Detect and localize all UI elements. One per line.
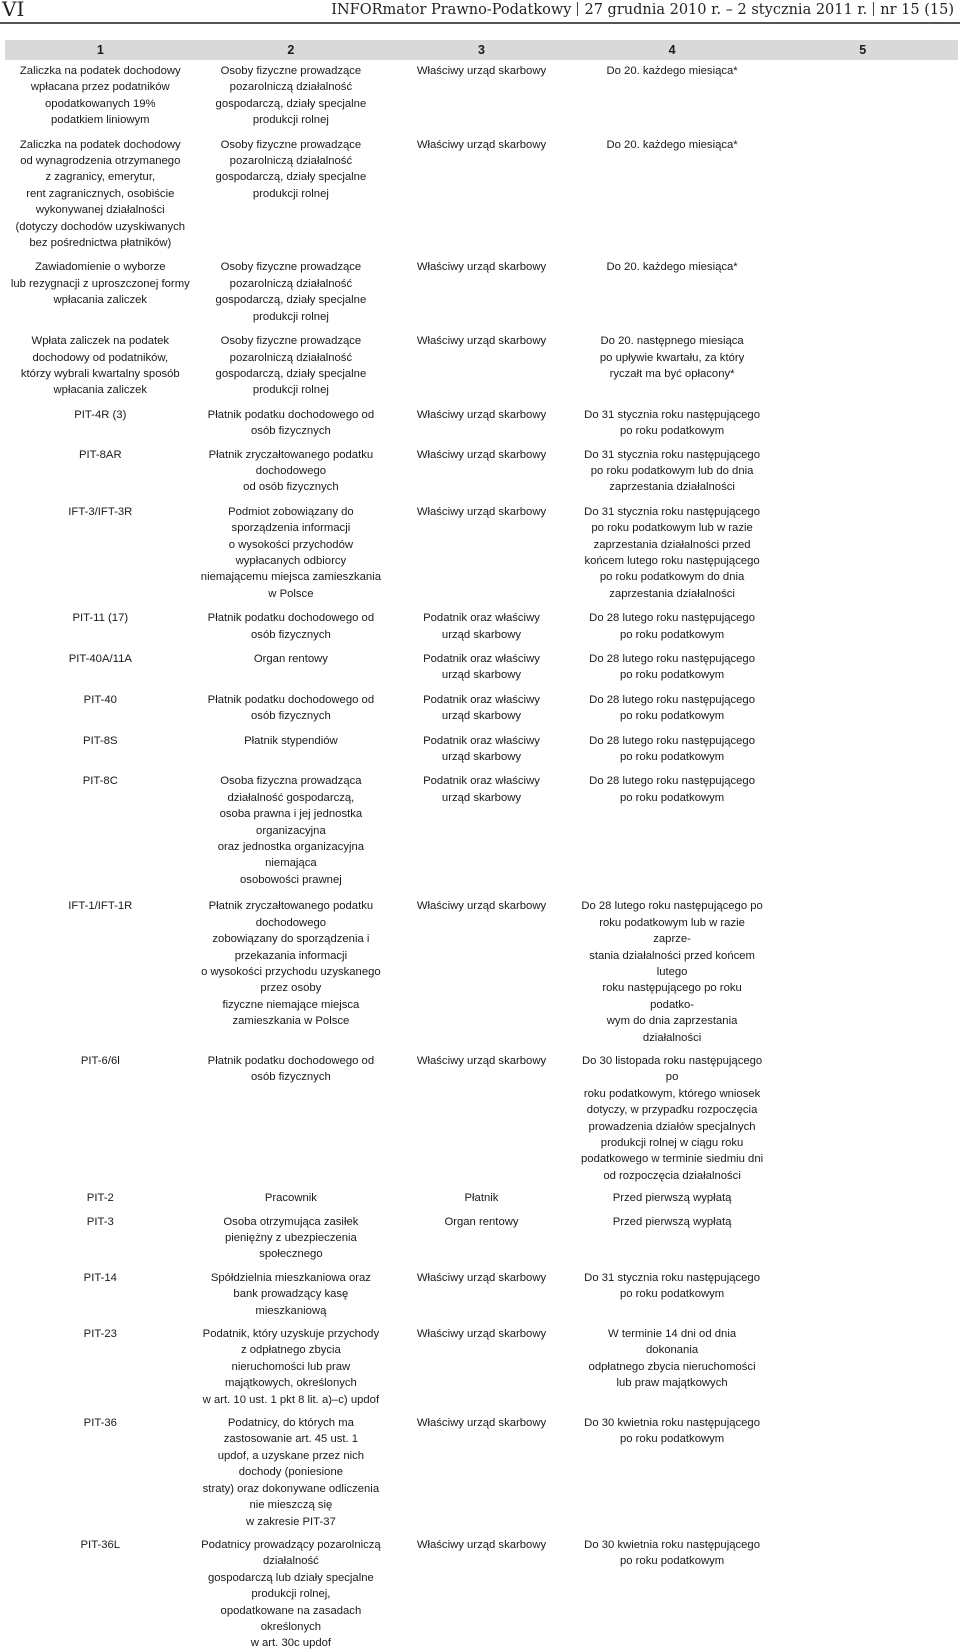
deadline-cell bbox=[577, 1046, 768, 1184]
column-number: 3 bbox=[386, 40, 577, 60]
cell-line: zaprzestania działalności przed bbox=[593, 538, 751, 551]
cell-line: wpłacana przez podatników bbox=[30, 81, 170, 94]
cell-line: Do 28 lutego roku następującego bbox=[589, 775, 755, 788]
form-name-cell bbox=[5, 129, 196, 252]
cell-line: Organ rentowy bbox=[253, 653, 328, 665]
deadline-cell bbox=[577, 399, 768, 440]
cell-line: gospodarczą, działy specjalne produkcji rolnej bbox=[215, 171, 367, 200]
cell-line: Do 30 listopada roku następującego po bbox=[581, 1054, 763, 1084]
tax-forms-table bbox=[5, 40, 958, 1652]
cell-line: dotyczy, w przypadku rozpoczęcia bbox=[586, 1104, 758, 1117]
recipient-cell bbox=[386, 602, 577, 643]
cell-line: Podmiot zobowiązany do sporządzenia informacji bbox=[228, 505, 354, 535]
cell-line: Właściwy urząd skarbowy bbox=[416, 1271, 547, 1284]
cell-line: Podatnicy, do których ma zastosowanie art. 45 ust. 1 bbox=[223, 1417, 359, 1446]
notes-cell bbox=[767, 602, 958, 643]
deadline-cell bbox=[577, 643, 768, 684]
cell-line: PIT-2 bbox=[86, 1192, 114, 1205]
cell-line: po roku podatkowym bbox=[619, 628, 725, 641]
deadline-cell bbox=[577, 1530, 768, 1652]
cell-line: PIT-23 bbox=[83, 1328, 117, 1341]
notes-cell bbox=[767, 496, 958, 602]
header-separator bbox=[577, 2, 578, 16]
table-row bbox=[5, 725, 958, 766]
obliged-party-cell bbox=[196, 1046, 387, 1184]
cell-line: straty) oraz dokonywane odliczenia nie mieszczą się bbox=[202, 1482, 380, 1512]
notes-cell bbox=[767, 129, 958, 252]
form-name-cell bbox=[5, 251, 196, 325]
cell-line: Do 20. każdego miesiąca* bbox=[606, 65, 738, 77]
obliged-party-cell bbox=[196, 1408, 387, 1530]
cell-line: podatkowego w terminie siedmiu dni bbox=[581, 1153, 764, 1166]
table-row bbox=[5, 496, 958, 602]
recipient-cell bbox=[386, 440, 577, 496]
cell-line: zaprzestania działalności bbox=[609, 587, 735, 600]
recipient-cell bbox=[386, 1408, 577, 1530]
cell-line: Osoba otrzymująca zasiłek pieniężny z ubezpieczenia bbox=[223, 1215, 359, 1244]
cell-line: w zakresie PIT-37 bbox=[246, 1515, 336, 1528]
cell-line: zaprzestania działalności bbox=[609, 481, 735, 494]
deadline-cell bbox=[577, 325, 768, 399]
deadline-cell bbox=[577, 888, 768, 1046]
cell-line: PIT-6/6l bbox=[80, 1054, 120, 1067]
cell-line: Właściwy urząd skarbowy bbox=[416, 1417, 547, 1430]
deadline-cell bbox=[577, 1207, 768, 1263]
recipient-cell bbox=[386, 1184, 577, 1206]
cell-line: rent zagranicznych, osobiście bbox=[26, 187, 175, 200]
obliged-party-cell bbox=[196, 129, 387, 252]
cell-line: gospodarczą, działy specjalne produkcji rolnej bbox=[215, 97, 367, 127]
header-separator bbox=[873, 2, 874, 16]
cell-line: wpłacania zaliczek bbox=[53, 294, 148, 307]
notes-cell bbox=[767, 1207, 958, 1263]
deadline-cell bbox=[577, 440, 768, 496]
obliged-party-cell bbox=[196, 1207, 387, 1263]
form-name-cell bbox=[5, 496, 196, 602]
cell-line: Do 20. każdego miesiąca* bbox=[606, 138, 738, 151]
cell-line: wykonywanej działalności bbox=[35, 204, 165, 217]
recipient-cell bbox=[386, 643, 577, 684]
cell-line: ryczałt ma być opłacony* bbox=[609, 367, 735, 380]
cell-line: Osoby fizyczne prowadzące pozarolniczą działalność bbox=[220, 261, 362, 290]
cell-line: PIT-40 bbox=[83, 693, 117, 706]
table-row bbox=[5, 643, 958, 684]
form-name-cell bbox=[5, 602, 196, 643]
cell-line: Zawiadomienie o wyborze bbox=[34, 261, 166, 274]
cell-line: IFT-3/IFT-3R bbox=[68, 505, 133, 518]
recipient-cell bbox=[386, 496, 577, 602]
cell-line: zobowiązany do sporządzenia i przekazania informacji bbox=[212, 933, 370, 962]
cell-line: Właściwy urząd skarbowy bbox=[416, 65, 547, 77]
cell-line: updof, a uzyskane przez nich dochody (poniesione bbox=[217, 1449, 365, 1479]
page-header bbox=[0, 0, 960, 22]
cell-line: Podatnik oraz właściwy bbox=[423, 775, 540, 788]
cell-line: Do 20. każdego miesiąca* bbox=[606, 261, 738, 274]
cell-line: Do 31 stycznia roku następującego bbox=[584, 408, 760, 421]
notes-cell bbox=[767, 399, 958, 440]
cell-line: lub rezygnacji z uproszczonej formy bbox=[10, 277, 190, 290]
table-row bbox=[5, 60, 958, 129]
cell-line: IFT-1/IFT-1R bbox=[68, 900, 133, 913]
form-name-cell bbox=[5, 1046, 196, 1184]
notes-cell bbox=[767, 1046, 958, 1184]
notes-cell bbox=[767, 1408, 958, 1530]
cell-line: Zaliczka na podatek dochodowy bbox=[19, 138, 181, 151]
deadline-cell bbox=[577, 1319, 768, 1408]
cell-line: po roku podatkowym bbox=[619, 1433, 725, 1446]
cell-line: Przed pierwszą wypłatą bbox=[612, 1215, 732, 1228]
table-row bbox=[5, 1184, 958, 1206]
table-row bbox=[5, 765, 958, 888]
recipient-cell bbox=[386, 325, 577, 399]
cell-line: PIT-3 bbox=[86, 1215, 114, 1228]
notes-cell bbox=[767, 725, 958, 766]
cell-line: Osoby fizyczne prowadzące pozarolniczą działalność bbox=[220, 65, 362, 94]
cell-line: Wpłata zaliczek na podatek bbox=[31, 335, 170, 348]
cell-line: (dotyczy dochodów uzyskiwanych bbox=[15, 220, 186, 233]
cell-line: PIT-40A/11A bbox=[68, 653, 132, 665]
cell-line: Do 28 lutego roku następującego bbox=[589, 653, 755, 665]
obliged-party-cell bbox=[196, 496, 387, 602]
table-row bbox=[5, 1530, 958, 1652]
cell-line: PIT-8AR bbox=[78, 448, 122, 461]
table-row bbox=[5, 684, 958, 725]
form-name-cell bbox=[5, 399, 196, 440]
obliged-party-cell bbox=[196, 643, 387, 684]
notes-cell bbox=[767, 684, 958, 725]
issue-dates: 27 grudnia 2010 r. – 2 stycznia 2011 r. bbox=[584, 2, 868, 18]
notes-cell bbox=[767, 1530, 958, 1652]
form-name-cell bbox=[5, 1263, 196, 1319]
cell-line: Do 31 stycznia roku następującego bbox=[584, 1271, 760, 1284]
cell-line: Podatnik oraz właściwy bbox=[423, 734, 540, 747]
cell-line: PIT-36L bbox=[80, 1538, 121, 1551]
column-number-row bbox=[5, 40, 958, 60]
cell-line: w art. 30c updof bbox=[250, 1637, 332, 1650]
recipient-cell bbox=[386, 1263, 577, 1319]
cell-line: Właściwy urząd skarbowy bbox=[416, 408, 547, 421]
table-row bbox=[5, 1263, 958, 1319]
cell-line: Do 31 stycznia roku następującego bbox=[584, 448, 760, 461]
cell-line: Osoby fizyczne prowadzące pozarolniczą działalność bbox=[220, 138, 362, 168]
notes-cell bbox=[767, 1319, 958, 1408]
cell-line: Spółdzielnia mieszkaniowa oraz bank prowadzący kasę bbox=[210, 1271, 371, 1301]
cell-line: osobowości prawnej bbox=[240, 873, 342, 886]
cell-line: Zaliczka na podatek dochodowy bbox=[19, 65, 181, 77]
cell-line: opodatkowanych 19% bbox=[45, 97, 156, 110]
cell-line: gospodarczą, działy specjalne produkcji rolnej bbox=[215, 367, 367, 397]
form-name-cell bbox=[5, 1530, 196, 1652]
cell-line: urząd skarbowy bbox=[441, 710, 522, 723]
cell-line: po upływie kwartału, za który bbox=[599, 351, 745, 364]
obliged-party-cell bbox=[196, 1319, 387, 1408]
publication-title: INFORmator Prawno-Podatkowy bbox=[331, 2, 572, 18]
column-number: 1 bbox=[5, 40, 196, 60]
recipient-cell bbox=[386, 1319, 577, 1408]
obliged-party-cell bbox=[196, 888, 387, 1046]
obliged-party-cell bbox=[196, 325, 387, 399]
cell-line: Podatnik oraz właściwy bbox=[423, 612, 540, 625]
obliged-party-cell bbox=[196, 725, 387, 766]
cell-line: nieruchomości lub praw majątkowych, określonych bbox=[224, 1360, 357, 1390]
column-number: 2 bbox=[196, 40, 387, 60]
cell-line: Płatnik podatku dochodowego od osób fizycznych bbox=[207, 408, 375, 438]
cell-line: gospodarczą lub działy specjalne produkcji rolnej, bbox=[207, 1571, 374, 1601]
cell-line: po roku podatkowym lub do dnia bbox=[590, 464, 754, 477]
deadline-cell bbox=[577, 1184, 768, 1206]
cell-line: po roku podatkowym lub w razie bbox=[591, 522, 753, 535]
cell-line: opodatkowane na zasadach określonych bbox=[220, 1604, 362, 1633]
cell-line: po roku podatkowym bbox=[619, 751, 725, 764]
table-row bbox=[5, 1319, 958, 1408]
cell-line: Organ rentowy bbox=[444, 1215, 519, 1228]
cell-line: W terminie 14 dni od dnia dokonania bbox=[608, 1328, 737, 1357]
recipient-cell bbox=[386, 765, 577, 888]
table-row bbox=[5, 251, 958, 325]
cell-line: odpłatnego zbycia nieruchomości bbox=[588, 1360, 756, 1373]
cell-line: Do 30 kwietnia roku następującego bbox=[584, 1417, 760, 1430]
cell-line: urząd skarbowy bbox=[441, 669, 522, 682]
form-name-cell bbox=[5, 725, 196, 766]
cell-line: Właściwy urząd skarbowy bbox=[416, 1328, 547, 1341]
table-row bbox=[5, 1408, 958, 1530]
cell-line: Właściwy urząd skarbowy bbox=[416, 900, 547, 913]
cell-line: urząd skarbowy bbox=[441, 791, 522, 804]
notes-cell bbox=[767, 1263, 958, 1319]
cell-line: produkcji rolnej w ciągu roku bbox=[600, 1136, 744, 1149]
cell-line: prowadzenia działów specjalnych bbox=[588, 1120, 756, 1133]
form-name-cell bbox=[5, 440, 196, 496]
recipient-cell bbox=[386, 399, 577, 440]
cell-line: wym do dnia zaprzestania działalności bbox=[606, 1015, 738, 1044]
cell-line: Do 28 lutego roku następującego bbox=[589, 734, 755, 747]
cell-line: osoba prawna i jej jednostka organizacyjna bbox=[219, 808, 363, 837]
cell-line: Osoba fizyczna prowadząca działalność gospodarczą, bbox=[220, 775, 362, 804]
cell-line: z zagranicy, emerytur, bbox=[45, 171, 156, 184]
deadline-cell bbox=[577, 602, 768, 643]
deadline-cell bbox=[577, 765, 768, 888]
cell-line: PIT-4R (3) bbox=[74, 408, 127, 421]
obliged-party-cell bbox=[196, 1263, 387, 1319]
cell-line: Właściwy urząd skarbowy bbox=[416, 335, 547, 348]
cell-line: roku następującego po roku podatko- bbox=[602, 982, 742, 1011]
cell-line: urząd skarbowy bbox=[441, 751, 522, 764]
cell-line: po roku podatkowym bbox=[619, 791, 725, 804]
cell-line: wpłacania zaliczek bbox=[53, 384, 148, 397]
obliged-party-cell bbox=[196, 1184, 387, 1206]
cell-line: Właściwy urząd skarbowy bbox=[416, 1538, 547, 1551]
cell-line: urząd skarbowy bbox=[441, 628, 522, 641]
form-name-cell bbox=[5, 684, 196, 725]
cell-line: Do 28 lutego roku następującego po bbox=[581, 900, 763, 913]
table-row bbox=[5, 1207, 958, 1263]
deadline-cell bbox=[577, 496, 768, 602]
cell-line: PIT-8C bbox=[82, 775, 118, 788]
cell-line: roku podatkowym lub w razie zaprze- bbox=[599, 916, 745, 946]
cell-line: o wysokości przychodów wypłacanych odbiorcy bbox=[228, 538, 354, 567]
form-name-cell bbox=[5, 1184, 196, 1206]
recipient-cell bbox=[386, 888, 577, 1046]
obliged-party-cell bbox=[196, 684, 387, 725]
cell-line: Podatnicy prowadzący pozarolniczą działalność bbox=[201, 1538, 381, 1568]
table-row bbox=[5, 399, 958, 440]
notes-cell bbox=[767, 60, 958, 129]
form-name-cell bbox=[5, 888, 196, 1046]
recipient-cell bbox=[386, 60, 577, 129]
notes-cell bbox=[767, 888, 958, 1046]
cell-line: Właściwy urząd skarbowy bbox=[416, 138, 547, 151]
cell-line: Podatnik oraz właściwy bbox=[423, 693, 540, 706]
cell-line: od wynagrodzenia otrzymanego bbox=[20, 155, 181, 168]
cell-line: po roku podatkowym bbox=[619, 710, 725, 723]
table-row bbox=[5, 888, 958, 1046]
cell-line: PIT-14 bbox=[83, 1271, 117, 1284]
table-row bbox=[5, 325, 958, 399]
cell-line: fizyczne niemające miejsca zamieszkania w Polsce bbox=[222, 998, 360, 1028]
form-name-cell bbox=[5, 60, 196, 129]
recipient-cell bbox=[386, 1207, 577, 1263]
obliged-party-cell bbox=[196, 440, 387, 496]
cell-line: Właściwy urząd skarbowy bbox=[416, 1054, 547, 1067]
form-name-cell bbox=[5, 325, 196, 399]
issue-number: nr 15 (15) bbox=[880, 2, 954, 18]
obliged-party-cell bbox=[196, 60, 387, 129]
cell-line: Podatnik, który uzyskuje przychody z odpłatnego zbycia bbox=[202, 1328, 380, 1357]
cell-line: społecznego bbox=[259, 1248, 323, 1261]
cell-line: Płatnik bbox=[464, 1192, 499, 1205]
form-name-cell bbox=[5, 1207, 196, 1263]
recipient-cell bbox=[386, 129, 577, 252]
running-head bbox=[331, 2, 954, 18]
cell-line: stania działalności przed końcem lutego bbox=[589, 949, 755, 978]
cell-line: lub praw majątkowych bbox=[616, 1377, 728, 1390]
cell-line: Płatnik podatku dochodowego od osób fizycznych bbox=[207, 612, 375, 641]
form-name-cell bbox=[5, 1408, 196, 1530]
recipient-cell bbox=[386, 684, 577, 725]
page-number: VI bbox=[2, 0, 25, 21]
cell-line: Właściwy urząd skarbowy bbox=[416, 448, 547, 461]
deadline-cell bbox=[577, 684, 768, 725]
cell-line: po roku podatkowym bbox=[619, 1555, 725, 1568]
obliged-party-cell bbox=[196, 251, 387, 325]
cell-line: po roku podatkowym do dnia bbox=[599, 571, 745, 584]
notes-cell bbox=[767, 765, 958, 888]
cell-line: niemającemu miejsca zamieszkania w Polsce bbox=[200, 571, 381, 600]
obliged-party-cell bbox=[196, 602, 387, 643]
table-row bbox=[5, 129, 958, 252]
cell-line: od rozpoczęcia działalności bbox=[603, 1169, 741, 1182]
obliged-party-cell bbox=[196, 1530, 387, 1652]
notes-cell bbox=[767, 325, 958, 399]
column-number: 5 bbox=[767, 40, 958, 60]
deadline-cell bbox=[577, 60, 768, 129]
cell-line: Osoby fizyczne prowadzące pozarolniczą działalność bbox=[220, 335, 362, 364]
cell-line: Do 30 kwietnia roku następującego bbox=[584, 1538, 760, 1551]
column-number: 4 bbox=[577, 40, 768, 60]
header-rule bbox=[0, 22, 960, 24]
cell-line: po roku podatkowym bbox=[619, 425, 725, 438]
cell-line: mieszkaniową bbox=[255, 1304, 327, 1317]
notes-cell bbox=[767, 440, 958, 496]
cell-line: Do 20. następnego miesiąca bbox=[600, 335, 744, 348]
notes-cell bbox=[767, 643, 958, 684]
recipient-cell bbox=[386, 725, 577, 766]
cell-line: podatkiem liniowym bbox=[51, 114, 150, 127]
form-name-cell bbox=[5, 643, 196, 684]
cell-line: Płatnik stypendiów bbox=[244, 734, 338, 747]
obliged-party-cell bbox=[196, 399, 387, 440]
cell-line: końcem lutego roku następującego bbox=[584, 554, 760, 567]
table-row bbox=[5, 1046, 958, 1184]
cell-line: gospodarczą, działy specjalne produkcji rolnej bbox=[215, 294, 367, 323]
cell-line: roku podatkowym, którego wniosek bbox=[583, 1087, 761, 1100]
cell-line: oraz jednostka organizacyjna niemająca bbox=[217, 841, 365, 870]
table-row bbox=[5, 440, 958, 496]
cell-line: Do 28 lutego roku następującego bbox=[589, 693, 755, 706]
notes-cell bbox=[767, 1184, 958, 1206]
notes-cell bbox=[767, 251, 958, 325]
cell-line: Właściwy urząd skarbowy bbox=[416, 261, 547, 274]
cell-line: Płatnik zryczałtowanego podatku dochodowego bbox=[208, 900, 374, 929]
cell-line: PIT-11 (17) bbox=[72, 612, 129, 625]
form-name-cell bbox=[5, 765, 196, 888]
recipient-cell bbox=[386, 1530, 577, 1652]
deadline-cell bbox=[577, 1408, 768, 1530]
cell-line: Płatnik podatku dochodowego od osób fizycznych bbox=[207, 1054, 375, 1084]
deadline-cell bbox=[577, 251, 768, 325]
cell-line: po roku podatkowym bbox=[619, 1288, 725, 1301]
cell-line: Do 28 lutego roku następującego bbox=[589, 612, 755, 625]
cell-line: Właściwy urząd skarbowy bbox=[416, 505, 547, 518]
deadline-cell bbox=[577, 725, 768, 766]
cell-line: od osób fizycznych bbox=[243, 481, 339, 494]
cell-line: którzy wybrali kwartalny sposób bbox=[20, 367, 180, 380]
cell-line: Płatnik zryczałtowanego podatku dochodowego bbox=[208, 448, 374, 477]
cell-line: bez pośrednictwa płatników) bbox=[29, 237, 172, 250]
recipient-cell bbox=[386, 1046, 577, 1184]
cell-line: PIT-36 bbox=[83, 1417, 117, 1430]
table-row bbox=[5, 602, 958, 643]
cell-line: Podatnik oraz właściwy bbox=[423, 653, 540, 665]
cell-line: Pracownik bbox=[264, 1192, 317, 1205]
cell-line: dochodowy od podatników, bbox=[32, 351, 169, 364]
obliged-party-cell bbox=[196, 765, 387, 888]
cell-line: Do 31 stycznia roku następującego bbox=[584, 505, 760, 518]
cell-line: Przed pierwszą wypłatą bbox=[612, 1192, 732, 1205]
cell-line: w art. 10 ust. 1 pkt 8 lit. a)–c) updof bbox=[202, 1393, 380, 1406]
deadline-cell bbox=[577, 129, 768, 252]
deadline-cell bbox=[577, 1263, 768, 1319]
form-name-cell bbox=[5, 1319, 196, 1408]
cell-line: po roku podatkowym bbox=[619, 669, 725, 682]
cell-line: PIT-8S bbox=[83, 734, 118, 747]
recipient-cell bbox=[386, 251, 577, 325]
cell-line: Płatnik podatku dochodowego od osób fizycznych bbox=[207, 693, 375, 723]
cell-line: o wysokości przychodu uzyskanego przez osoby bbox=[201, 965, 381, 995]
